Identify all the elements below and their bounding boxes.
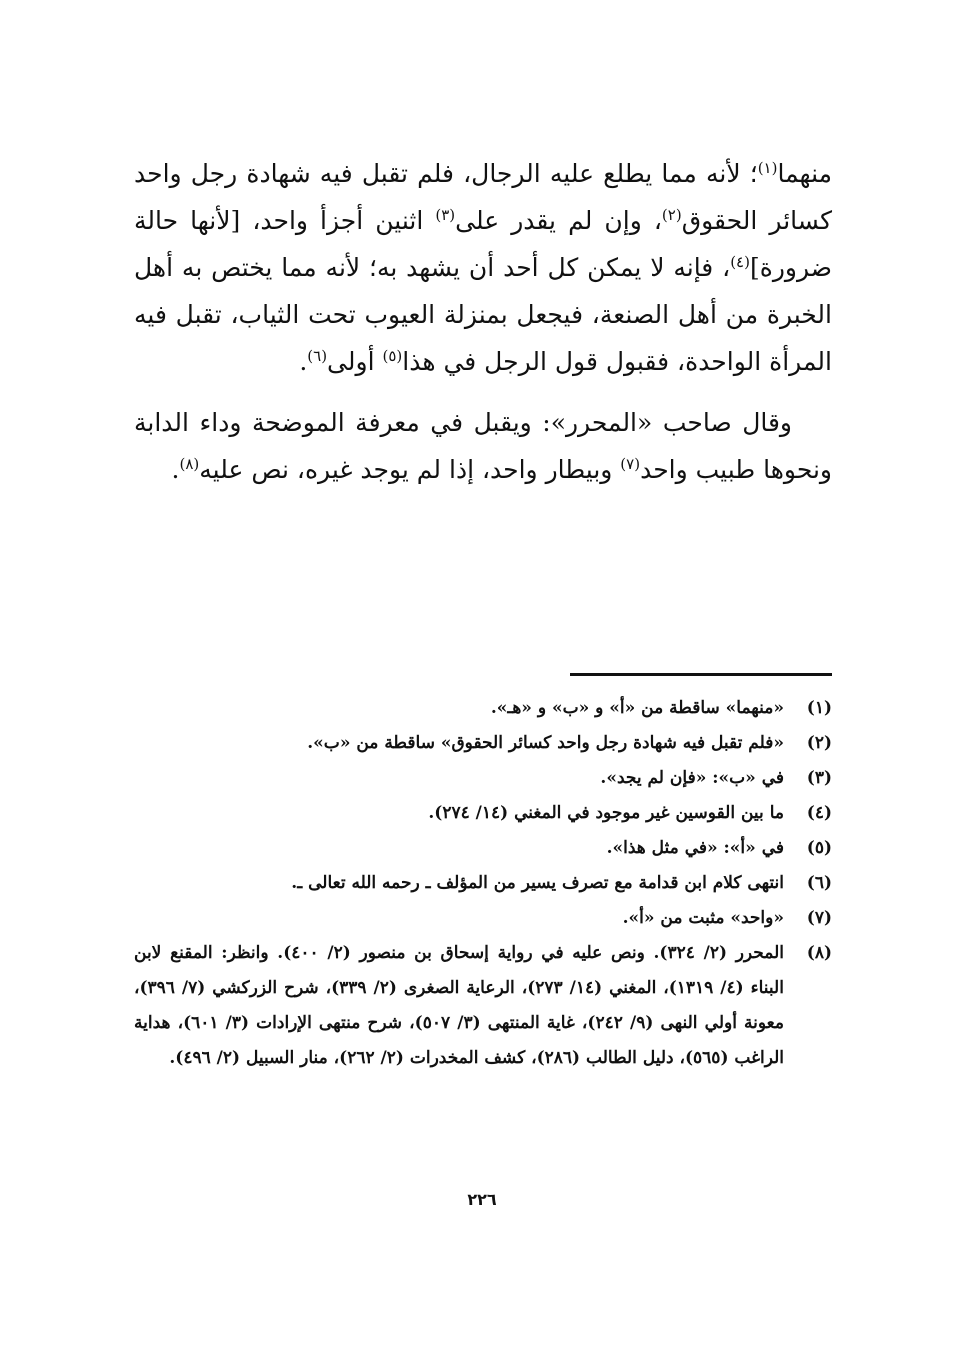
main-text xyxy=(134,150,832,493)
footnote-ref-1: (١) xyxy=(757,159,778,177)
footnote-item xyxy=(134,866,832,901)
text-segment: وقال صاحب «المحرر»: ويقبل في معرفة الموضحة وداء الدابة ونحوها طبيب واحد xyxy=(134,408,832,484)
text-segment: ، وإن لم يقدر على xyxy=(455,206,662,235)
text-segment: ؛ لأنه مما يطلع عليه الرجال، فلم تقبل فيه شهادة رجل واحد كسائر الحقوق xyxy=(134,159,832,235)
footnote-item xyxy=(134,796,832,831)
footnote-text: «منهما» ساقطة من «أ» و «ب» و «هـ». xyxy=(490,698,784,718)
page-number: ٢٢٦ xyxy=(467,1190,497,1209)
footnote-item xyxy=(134,901,832,936)
footnote-item xyxy=(134,936,832,1076)
paragraph-1 xyxy=(134,150,832,385)
footnote-text: «فلم تقبل فيه شهادة رجل واحد كسائر الحقوق» ساقطة من «ب». xyxy=(307,733,784,753)
footnote-item xyxy=(134,831,832,866)
footnote-number: (٢) xyxy=(806,733,832,753)
text-segment: وبيطار واحد، إذا لم يوجد غيره، نص عليه xyxy=(199,455,621,484)
footnotes xyxy=(134,691,832,1076)
footnote-separator xyxy=(570,673,832,676)
footnote-number: (٣) xyxy=(806,768,832,788)
footnote-text: انتهى كلام ابن قدامة مع تصرف يسير من المؤلف ـ رحمه الله تعالى ـ. xyxy=(291,873,784,893)
footnote-ref-3: (٣) xyxy=(435,206,456,224)
footnote-ref-7: (٧) xyxy=(620,455,641,473)
text-segment: أولى xyxy=(327,347,383,376)
paragraph-2 xyxy=(134,399,832,493)
footnote-text: في «ب»: «فإن لم يجد». xyxy=(600,768,784,788)
footnote-number: (٦) xyxy=(806,873,832,893)
footnote-text: «واحد» مثبت من «أ». xyxy=(622,908,784,928)
footnote-text: ما بين القوسين غير موجود في المغني (١٤/ ٢٧٤). xyxy=(428,803,784,823)
footnote-number: (٤) xyxy=(806,803,832,823)
footnote-text: المحرر (٢/ ٣٢٤). ونص عليه في رواية إسحاق بن منصور (٢/ ٤٠٠). وانظر: المقنع لابن البناء (٤/ ١٣١٩)، المغني (١٤/ ٢٧٣)، الرعاية الصغرى (٢/ ٣٣٩)، شرح الزركشي (٧/ ٣٩٦)، معونة أولي النهى (٩/ ٢٤٢)، غاية المنتهى (٣/ ٥٠٧)، شرح منتهى الإرادات (٣/ ٦٠١)، هداية الراغب (٥٦٥)، دليل الطالب (٢٨٦)، كشف المخدرات (٢/ ٢٦٢)، منار السبيل (٢/ ٤٩٦). xyxy=(134,943,785,1068)
footnote-text: في «أ»: «في مثل هذا». xyxy=(606,838,784,858)
footnote-ref-4: (٤) xyxy=(730,253,750,271)
footnote-item xyxy=(134,691,832,726)
footnote-ref-2: (٢) xyxy=(661,206,682,224)
text-segment: منهما xyxy=(777,159,832,188)
footnote-number: (٨) xyxy=(806,943,832,963)
text-segment: اثنين أجزأ واحد، [لأنها حالة ضرورة] xyxy=(134,206,832,282)
footnote-ref-8: (٨) xyxy=(179,455,200,473)
text-segment: . xyxy=(171,455,180,484)
footnote-item xyxy=(134,726,832,761)
text-segment: ، فإنه لا يمكن كل أحد أن يشهد به؛ لأنه مما يختص به أهل الخبرة من أهل الصنعة، فيجعل بمنزلة العيوب تحت الثياب، تقبل فيه المرأة الواحدة، فقبول قول الرجل في هذا xyxy=(134,253,832,376)
footnote-item xyxy=(134,761,832,796)
footnote-ref-5: (٥) xyxy=(382,347,403,365)
footnote-number: (٧) xyxy=(806,908,832,928)
footnote-number: (١) xyxy=(806,698,832,718)
footnote-ref-6: (٦) xyxy=(307,347,328,365)
text-segment: . xyxy=(299,347,308,376)
footnote-number: (٥) xyxy=(806,838,832,858)
